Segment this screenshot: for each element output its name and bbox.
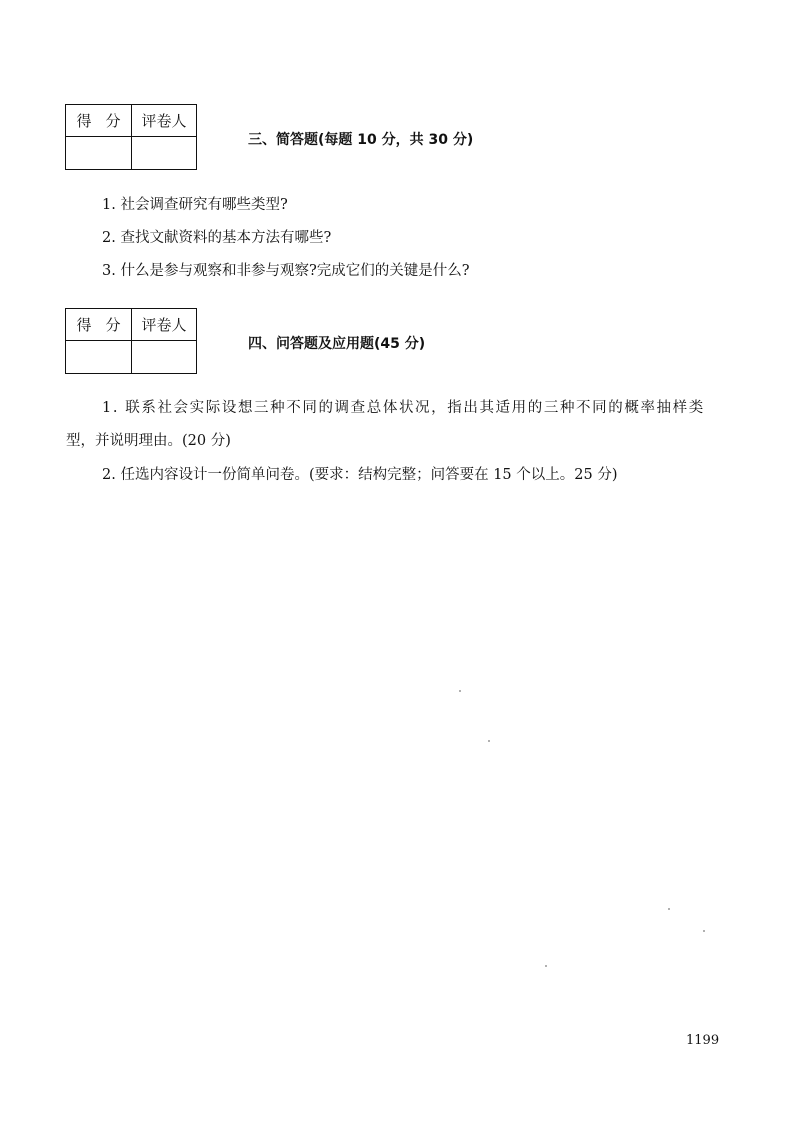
score-header: 得分: [66, 105, 132, 137]
scan-speck: [545, 965, 547, 967]
section-3-question-1: 1. 社会调查研究有哪些类型?: [102, 197, 288, 213]
section-3-title: 三、简答题(每题 10 分，共 30 分): [248, 132, 474, 148]
section-3-question-3: 3. 什么是参与观察和非参与观察?完成它们的关键是什么?: [102, 263, 470, 279]
section-4-question-1-line-1: 1. 联系社会实际设想三种不同的调查总体状况，指出其适用的三种不同的概率抽样类: [102, 400, 705, 416]
section-4-question-2: 2. 任选内容设计一份简单问卷。(要求：结构完整；问答要在 15 个以上。25 分): [102, 467, 618, 483]
grader-header: 评卷人: [132, 309, 196, 341]
section-3-question-2: 2. 查找文献资料的基本方法有哪些?: [102, 230, 332, 246]
scan-speck: [668, 908, 670, 910]
section-4-title: 四、问答题及应用题(45 分): [248, 336, 426, 352]
grader-cell: [132, 137, 196, 169]
score-cell: [66, 137, 132, 169]
page-number: 1199: [686, 1033, 720, 1048]
score-header: 得分: [66, 309, 132, 341]
grader-header: 评卷人: [132, 105, 196, 137]
section-4-question-1-line-2: 型，并说明理由。(20 分): [66, 433, 231, 449]
score-table-section-4: [65, 308, 197, 374]
scan-speck: [488, 740, 490, 742]
score-table-section-3: [65, 104, 197, 170]
grader-cell: [132, 341, 196, 373]
score-cell: [66, 341, 132, 373]
scan-speck: [703, 930, 705, 932]
scan-speck: [459, 690, 461, 692]
